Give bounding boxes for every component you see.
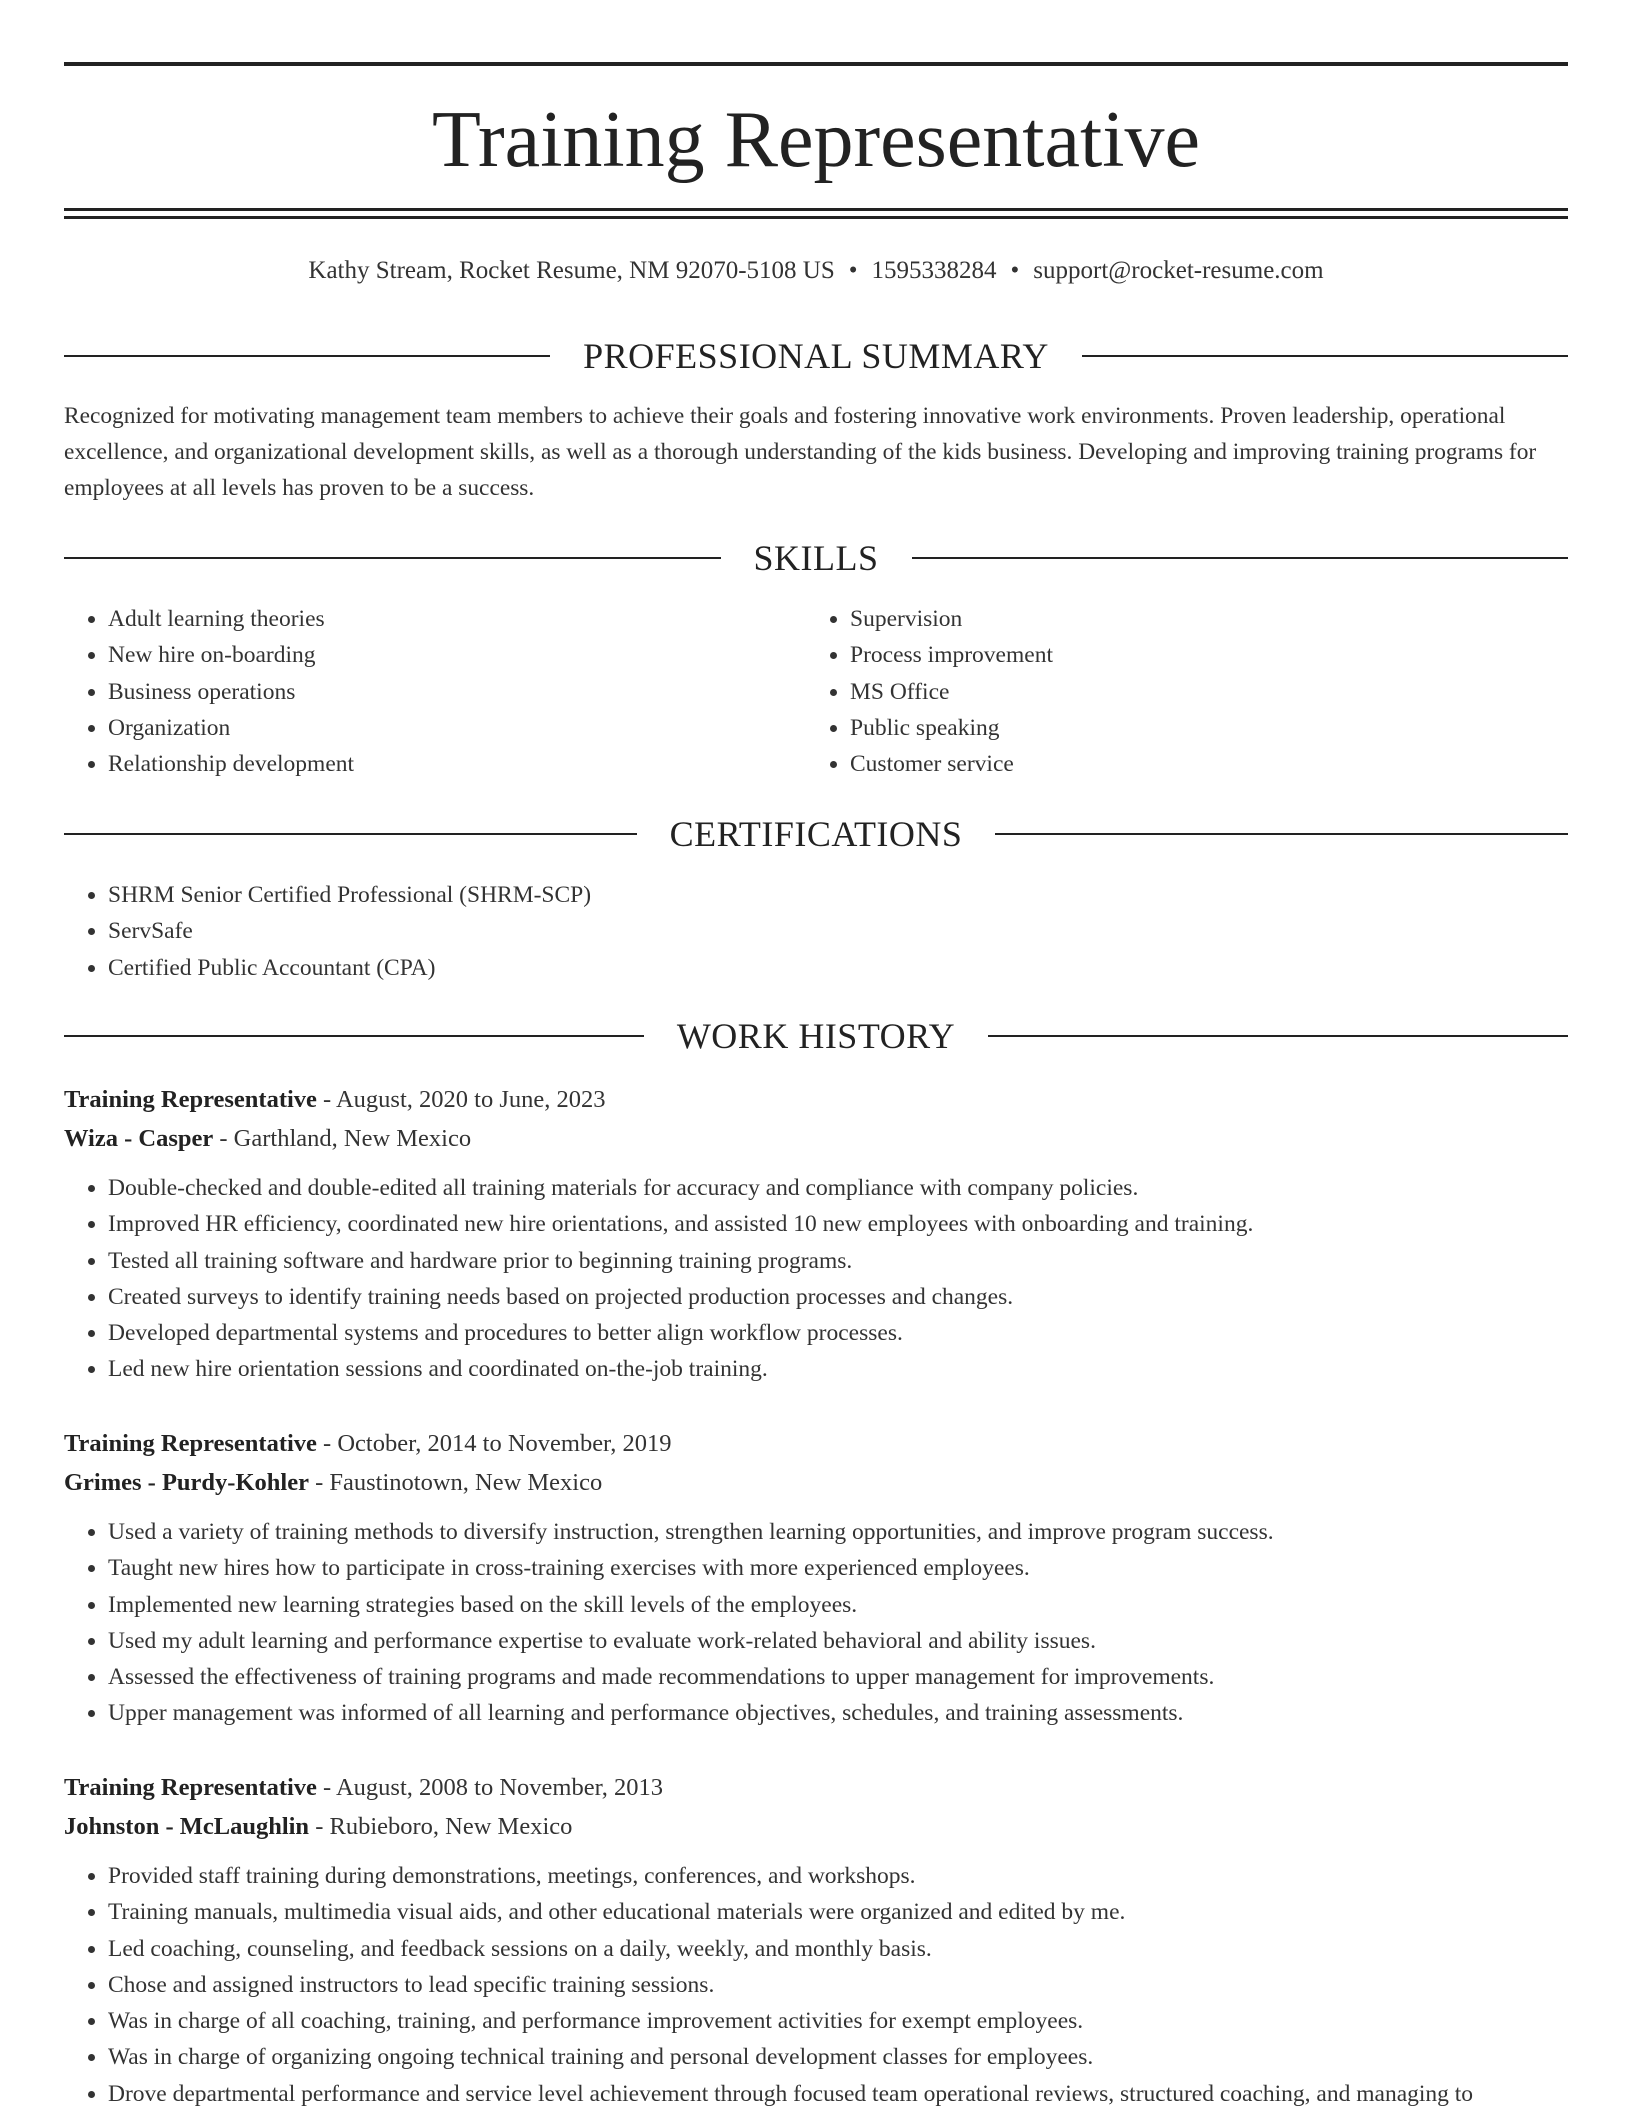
heading-rule bbox=[64, 557, 721, 559]
job-title: Training Representative bbox=[64, 1430, 317, 1457]
job-bullet: • Training manuals, multimedia visual aids, and other educational materials were organized and edited by me. bbox=[108, 1894, 1568, 1930]
skills-list bbox=[64, 601, 804, 782]
job-dates: - October, 2014 to November, 2019 bbox=[323, 1430, 672, 1457]
skills-column-left bbox=[64, 601, 804, 782]
job-title: Training Representative bbox=[64, 1086, 317, 1113]
resume-title: Training Representative bbox=[431, 96, 1200, 184]
job-location: - Rubieboro, New Mexico bbox=[315, 1813, 573, 1840]
job-bullet: • Taught new hires how to participate in cross-training exercises with more experienced employees. bbox=[108, 1550, 1568, 1586]
heading-rule bbox=[64, 355, 550, 357]
job-bullet: • Implemented new learning strategies based on the skill levels of the employees. bbox=[108, 1587, 1568, 1623]
job-entry bbox=[64, 1080, 1568, 1388]
job-company-line bbox=[64, 1463, 1568, 1502]
skill-item: • Business operations bbox=[108, 674, 804, 710]
job-bullet: • Used my adult learning and performance expertise to evaluate work-related behavioral and ability issues. bbox=[108, 1623, 1568, 1659]
job-bullet: • Was in charge of organizing ongoing technical training and personal development classes for employees. bbox=[108, 2039, 1568, 2075]
job-bullet: • Provided staff training during demonstrations, meetings, conferences, and workshops. bbox=[108, 1858, 1568, 1894]
section-heading-certifications bbox=[64, 811, 1568, 857]
heading-rule bbox=[988, 1035, 1568, 1037]
job-entry bbox=[64, 1768, 1568, 2112]
skill-item: • Public speaking bbox=[850, 710, 1546, 746]
skill-item: • Organization bbox=[108, 710, 804, 746]
job-bullets bbox=[64, 1858, 1568, 2112]
job-bullet: • Led new hire orientation sessions and coordinated on-the-job training. bbox=[108, 1351, 1568, 1387]
job-location: - Faustinotown, New Mexico bbox=[315, 1469, 603, 1496]
certification-item: • Certified Public Accountant (CPA) bbox=[108, 950, 1568, 986]
heading-rule bbox=[1082, 355, 1568, 357]
job-bullet: • Developed departmental systems and procedures to better align workflow processes. bbox=[108, 1315, 1568, 1351]
heading-rule bbox=[64, 1035, 644, 1037]
job-company-line bbox=[64, 1807, 1568, 1846]
job-location: - Garthland, New Mexico bbox=[219, 1125, 472, 1152]
skills-column-right bbox=[806, 601, 1546, 782]
job-bullet: • Improved HR efficiency, coordinated new hire orientations, and assisted 10 new employees with onboarding and training. bbox=[108, 1206, 1568, 1242]
job-company: Johnston - McLaughlin bbox=[64, 1813, 310, 1840]
contact-address: Kathy Stream, Rocket Resume, NM 92070-5108 US bbox=[308, 257, 835, 284]
heading-rule bbox=[995, 833, 1568, 835]
job-dates: - August, 2008 to November, 2013 bbox=[323, 1774, 663, 1801]
job-bullet: • Drove departmental performance and service level achievement through focused team operational reviews, structured coaching, and managing to bbox=[108, 2076, 1568, 2112]
job-bullet: • Assessed the effectiveness of training programs and made recommendations to upper management for improvements. bbox=[108, 1659, 1568, 1695]
job-bullets bbox=[64, 1514, 1568, 1732]
job-bullet: • Chose and assigned instructors to lead specific training sessions. bbox=[108, 1967, 1568, 2003]
heading-rule bbox=[64, 833, 637, 835]
job-bullet: • Was in charge of all coaching, training, and performance improvement activities for exempt employees. bbox=[108, 2003, 1568, 2039]
job-company: Wiza - Casper bbox=[64, 1125, 214, 1152]
skill-item: • Adult learning theories bbox=[108, 601, 804, 637]
top-rule bbox=[64, 62, 1568, 66]
job-entry bbox=[64, 1424, 1568, 1732]
job-company-line bbox=[64, 1119, 1568, 1158]
skill-item: • Supervision bbox=[850, 601, 1546, 637]
title-rule-lower bbox=[64, 216, 1568, 219]
section-heading-skills bbox=[64, 535, 1568, 581]
certifications-block bbox=[64, 877, 1568, 986]
contact-separator: • bbox=[1010, 257, 1020, 284]
certification-item: • SHRM Senior Certified Professional (SHRM-SCP) bbox=[108, 877, 1568, 913]
job-title-line bbox=[64, 1424, 1568, 1463]
job-dates: - August, 2020 to June, 2023 bbox=[323, 1086, 606, 1113]
skill-item: • Customer service bbox=[850, 746, 1546, 782]
job-bullets bbox=[64, 1170, 1568, 1388]
job-title-line bbox=[64, 1080, 1568, 1119]
section-title: WORK HISTORY bbox=[676, 1016, 956, 1056]
summary-text: Recognized for motivating management team members to achieve their goals and fostering innovative work environments. Proven leadership, operational excellence, and organizational development skills, as well as a thorough understanding of the kids business. Developing and improving training programs for employees at all levels has proven to be a success. bbox=[64, 403, 1537, 501]
section-title: CERTIFICATIONS bbox=[669, 814, 963, 854]
skill-item: • MS Office bbox=[850, 674, 1546, 710]
title-rule-upper bbox=[64, 208, 1568, 211]
job-company: Grimes - Purdy-Kohler bbox=[64, 1469, 309, 1496]
certification-item: • ServSafe bbox=[108, 913, 1568, 949]
contact-separator: • bbox=[848, 257, 858, 284]
section-heading-work-history bbox=[64, 1013, 1568, 1059]
job-title-line bbox=[64, 1768, 1568, 1807]
contact-email: support@rocket-resume.com bbox=[1033, 257, 1324, 284]
job-bullet: • Led coaching, counseling, and feedback sessions on a daily, weekly, and monthly basis. bbox=[108, 1931, 1568, 1967]
contact-phone: 1595338284 bbox=[871, 257, 997, 284]
heading-rule bbox=[912, 557, 1569, 559]
skill-item: • New hire on-boarding bbox=[108, 637, 804, 673]
section-heading-summary bbox=[64, 333, 1568, 379]
job-bullet: • Double-checked and double-edited all training materials for accuracy and compliance with company policies. bbox=[108, 1170, 1568, 1206]
section-title: PROFESSIONAL SUMMARY bbox=[583, 336, 1049, 376]
contact-line bbox=[64, 254, 1568, 288]
section-title: SKILLS bbox=[753, 538, 879, 578]
job-title: Training Representative bbox=[64, 1774, 317, 1801]
job-bullet: • Upper management was informed of all learning and performance objectives, schedules, and training assessments. bbox=[108, 1695, 1568, 1731]
job-bullet: • Used a variety of training methods to diversify instruction, strengthen learning opportunities, and improve program success. bbox=[108, 1514, 1568, 1550]
skills-list bbox=[806, 601, 1546, 782]
certifications-list bbox=[64, 877, 1568, 986]
job-bullet: • Created surveys to identify training needs based on projected production processes and changes. bbox=[108, 1279, 1568, 1315]
skill-item: • Process improvement bbox=[850, 637, 1546, 673]
job-bullet: • Tested all training software and hardware prior to beginning training programs. bbox=[108, 1243, 1568, 1279]
skill-item: • Relationship development bbox=[108, 746, 804, 782]
